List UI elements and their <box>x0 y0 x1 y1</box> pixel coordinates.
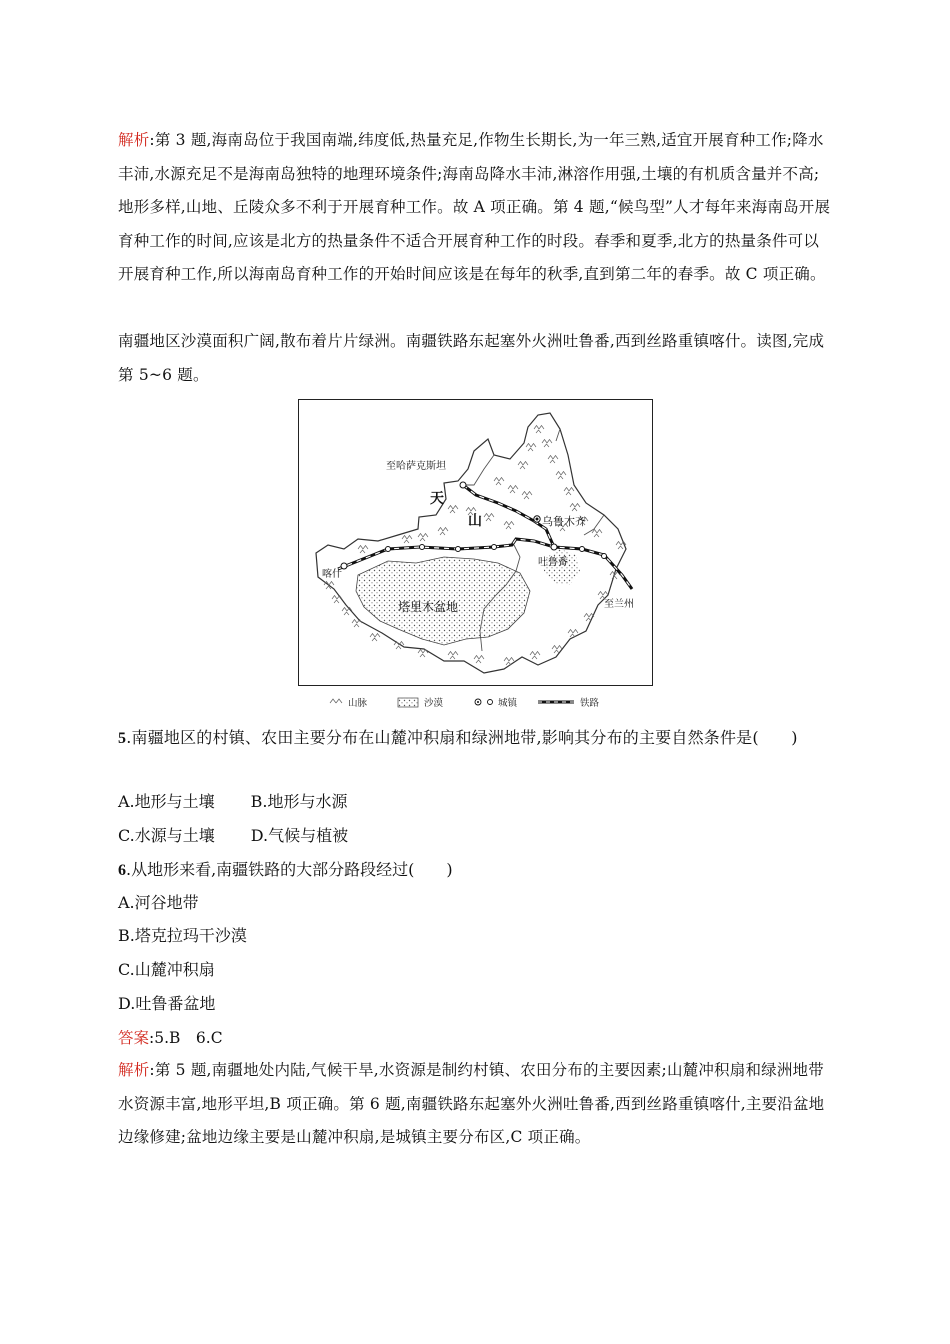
xinjiang-map <box>298 399 653 716</box>
answer-label: 答案 <box>118 1029 150 1047</box>
legend-town: 城镇 <box>498 698 518 709</box>
analysis-paragraph-1 <box>118 124 834 292</box>
analysis-paragraph-2 <box>118 1054 834 1155</box>
label-tian: 天 <box>430 491 444 507</box>
option-5b: B.地形与水源 <box>250 792 348 811</box>
label-kazakhstan: 至哈萨克斯坦 <box>386 461 446 472</box>
label-shan: 山 <box>468 513 482 529</box>
legend-mountain-icon <box>330 699 342 703</box>
legend-town-icon <box>488 700 493 705</box>
option-6a: A.河谷地带 <box>118 893 199 912</box>
option-6b: B.塔克拉玛干沙漠 <box>118 926 247 945</box>
question-6-text: .从地形来看,南疆铁路的大部分路段经过( ) <box>126 860 453 879</box>
legend-mountain: 山脉 <box>348 698 368 709</box>
label-kashgar: 喀什 <box>322 569 342 580</box>
answer-text: :5.B 6.C <box>149 1029 223 1047</box>
map-frame <box>299 400 653 686</box>
analysis-text: :第 3 题,海南岛位于我国南端,纬度低,热量充足,作物生长期长,为一年三熟,适宜开展育种工作;降水丰沛,水源充足不是海南岛独特的地理环境条件;海南岛降水丰沛,淋溶作用强,土壤的有机质含量并不高;地形多样,山地、丘陵众多不利于开展育种工作。故 A 项正确。第 4 题,“候鸟型”人才每年来海南岛开展育种工作的时间,应该是北方的热量条件不适合开展育种工作的时段。春季和夏季,北方的热量条件可以开展育种工作,所以海南岛育种工作的开始时间应该是在每年的秋季,直到第二年的春季。故 C 项正确。 <box>118 131 831 283</box>
label-tarim-basin: 塔里木盆地 <box>398 600 459 614</box>
question-6-number: 6 <box>118 862 126 879</box>
question-5-options-row-1 <box>118 790 348 814</box>
option-5c: C.水源与土壤 <box>118 826 215 845</box>
legend-desert-icon <box>398 698 418 707</box>
label-turpan: 吐鲁番 <box>538 557 568 568</box>
question-5-text: .南疆地区的村镇、农田主要分布在山麓冲积扇和绿洲地带,影响其分布的主要自然条件是( ) <box>126 728 798 747</box>
analysis-label-2: 解析 <box>118 1061 150 1079</box>
legend-desert: 沙漠 <box>424 698 444 709</box>
question-5-number: 5 <box>118 730 127 747</box>
option-5a: A.地形与土壤 <box>118 792 215 811</box>
label-urumqi: 乌鲁木齐 <box>542 515 586 528</box>
question-5-stem <box>118 721 834 756</box>
legend-railway: 铁路 <box>580 698 600 709</box>
question-6-stem <box>118 858 453 883</box>
question-intro: 南疆地区沙漠面积广阔,散布着片片绿洲。南疆铁路东起塞外火洲吐鲁番,西到丝路重镇喀什。读图,完成第 5~6 题。 <box>118 332 825 384</box>
option-6c: C.山麓冲积扇 <box>118 960 215 979</box>
analysis-text-2: :第 5 题,南疆地处内陆,气候干旱,水资源是制约村镇、农田分布的主要因素;山麓冲积扇和绿洲地带水资源丰富,地形平坦,B 项正确。第 6 题,南疆铁路东起塞外火洲吐鲁番,西到丝路重镇喀什,主要沿盆地边缘修建;盆地边缘主要是山麓冲积扇,是城镇主要分布区,C 项正确。 <box>118 1061 825 1146</box>
option-6d: D.吐鲁番盆地 <box>118 994 216 1013</box>
option-5d: D.气候与植被 <box>250 826 349 845</box>
question-5-options-row-2 <box>118 824 348 848</box>
answer-line <box>118 1026 223 1050</box>
analysis-label: 解析 <box>118 131 150 149</box>
map-legend <box>330 697 600 709</box>
label-lanzhou: 至兰州 <box>604 599 634 610</box>
